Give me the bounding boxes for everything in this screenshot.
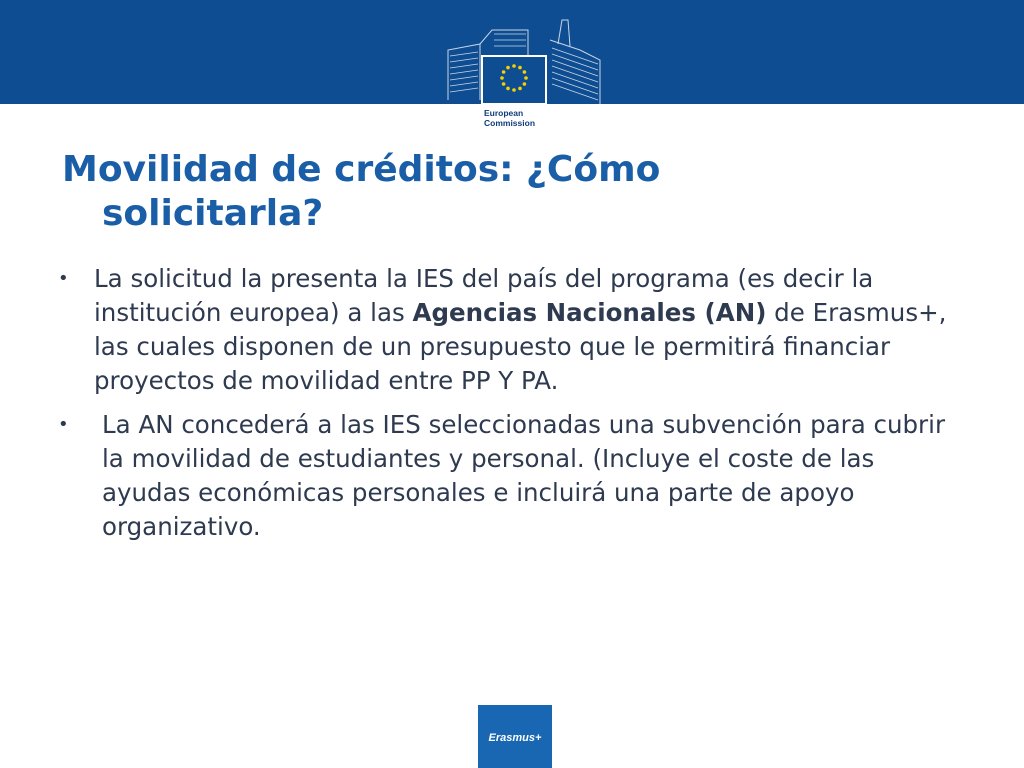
logo-line-2: Commission xyxy=(484,118,536,128)
bullet-item xyxy=(58,408,968,544)
badge-label: Erasmus+ xyxy=(488,732,542,744)
logo-wordmark xyxy=(484,108,535,128)
logo-line-1: European xyxy=(484,108,524,118)
bullet-marker: • xyxy=(58,268,69,289)
erasmus-plus-badge xyxy=(478,705,552,768)
bullet-text xyxy=(58,262,968,398)
bullet-marker: • xyxy=(58,414,69,435)
bullet-text-part: de Erasmus+, las cuales disponen de un presupuesto que le permitirá financiar proyectos de movilidad entre PP Y PA. xyxy=(94,298,947,395)
bullet-text-bold: Agencias Nacionales (AN) xyxy=(412,298,767,327)
slide-title: Movilidad de créditos: ¿Cómo solicitarla? xyxy=(62,149,661,234)
bullet-text-part: La solicitud la presenta la IES del país del programa (es decir la institución europea) a las xyxy=(94,264,874,327)
bullet-list xyxy=(58,262,968,544)
european-commission-logo xyxy=(440,0,610,140)
bullet-text: La AN concederá a las IES seleccionadas una subvención para cubrir la movilidad de estudiantes y personal. (Incluye el coste de las ayudas económicas personales e incluirá una parte de apoyo organizativo. xyxy=(102,410,946,541)
bullet-item xyxy=(58,262,968,398)
